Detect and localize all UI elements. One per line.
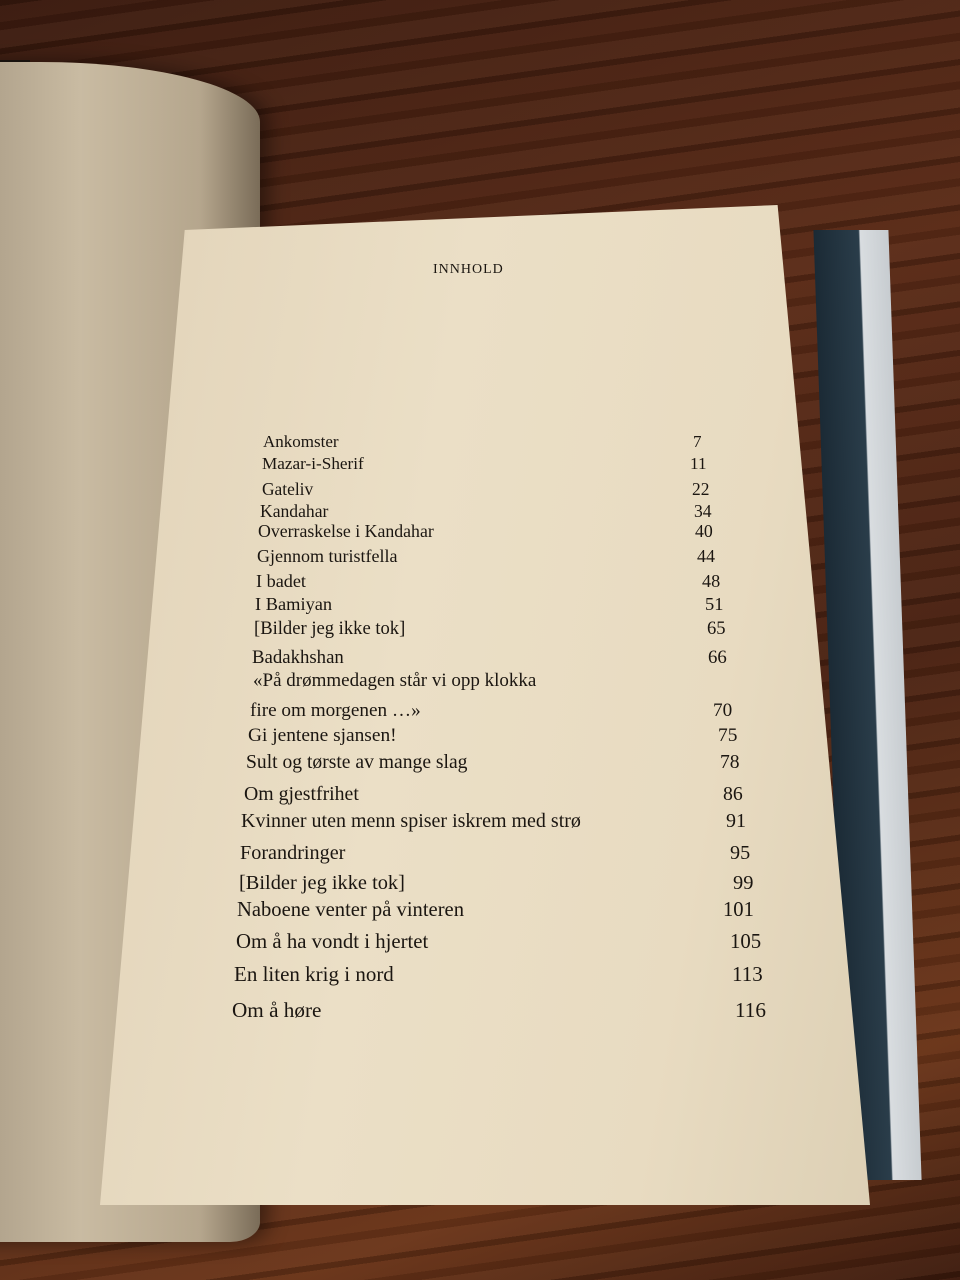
toc-entry-title: Gjennom turistfella xyxy=(257,546,398,566)
toc-entry-title: Badakhshan xyxy=(252,647,344,668)
toc-entry-title: Ankomster xyxy=(263,432,339,451)
toc-entry-page-number: 105 xyxy=(730,930,762,953)
toc-entry-title: Kandahar xyxy=(260,501,329,521)
toc-entry-page-number: 70 xyxy=(713,700,733,721)
toc-entry-page-number: 113 xyxy=(732,962,763,986)
toc-entry-title: [Bilder jeg ikke tok] xyxy=(254,618,406,639)
toc-entry-page-number: 116 xyxy=(735,998,766,1022)
toc-entry-page-number: 34 xyxy=(694,501,712,521)
toc-entry-title: Overraskelse i Kandahar xyxy=(258,521,434,541)
toc-entry-title: En liten krig i nord xyxy=(234,962,394,986)
toc-entry-page-number: 51 xyxy=(705,594,724,614)
toc-entry-page-number: 75 xyxy=(718,725,738,746)
toc-entry-page-number: 101 xyxy=(723,899,754,921)
toc-entry-title: Gi jentene sjansen! xyxy=(248,725,397,746)
toc-entry-title: [Bilder jeg ikke tok] xyxy=(239,872,405,894)
toc-entry-page-number: 7 xyxy=(693,432,702,451)
toc-entry-page-number: 11 xyxy=(690,454,707,473)
toc-entry-page-number: 86 xyxy=(723,783,743,805)
toc-entry-title: Mazar-i-Sherif xyxy=(262,454,364,473)
toc-entry-page-number: 65 xyxy=(707,618,726,639)
toc-entry-page-number: 48 xyxy=(702,571,721,591)
toc-entry-title: Kvinner uten menn spiser iskrem med strø xyxy=(241,810,581,832)
toc-entry-page-number: 22 xyxy=(692,479,710,499)
toc-entry-title: I Bamiyan xyxy=(255,594,333,614)
toc-entry-page-number: 44 xyxy=(697,546,715,566)
toc-entry-page-number: 66 xyxy=(708,647,727,668)
toc-entry-page-number: 78 xyxy=(720,752,740,773)
toc-entry-page-number: 99 xyxy=(733,872,754,894)
toc-entry-title: «På drømmedagen står vi opp klokka xyxy=(253,670,537,691)
toc-entry-title: Sult og tørste av mange slag xyxy=(246,752,468,773)
toc-entry-page-number: 95 xyxy=(730,842,751,864)
toc-entry-title: fire om morgenen …» xyxy=(250,700,421,721)
toc-entry-page-number: 91 xyxy=(726,810,746,832)
toc-entry-title: I badet xyxy=(256,571,306,591)
toc-entry-title: Gateliv xyxy=(262,479,314,499)
toc-entry-title: Om gjestfrihet xyxy=(244,783,359,805)
toc-entry-title: Om å ha vondt i hjertet xyxy=(236,930,429,953)
toc-entry-title: Forandringer xyxy=(240,842,346,864)
page-heading: INNHOLD xyxy=(433,262,504,277)
toc-entry-title: Om å høre xyxy=(232,998,322,1022)
toc-entry-title: Naboene venter på vinteren xyxy=(237,899,464,921)
toc-entry-page-number: 40 xyxy=(695,521,713,541)
